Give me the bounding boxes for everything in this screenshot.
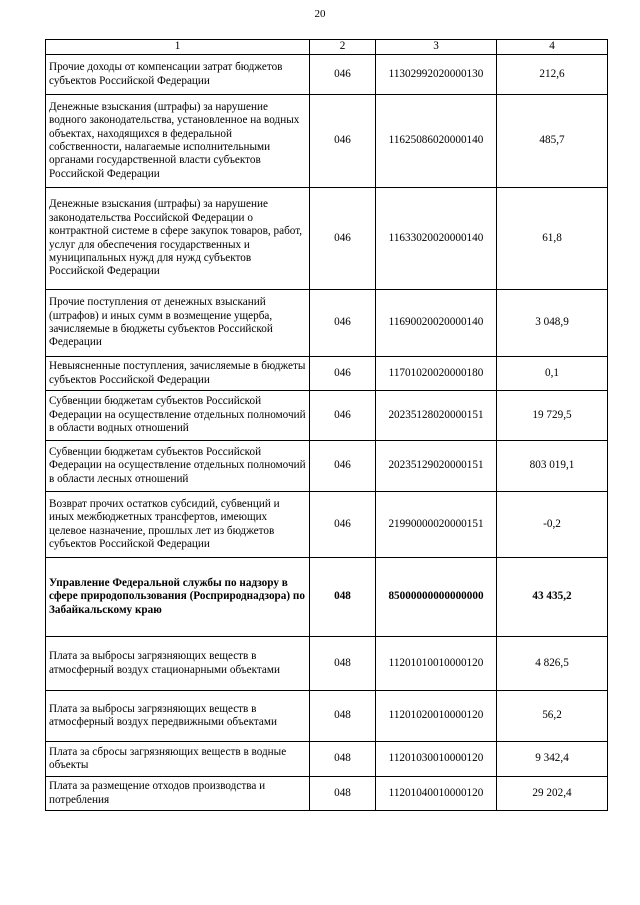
row-amount: 0,1 (497, 357, 608, 391)
row-description: Управление Федеральной службы по надзору в сфере природопользования (Росприроднадзора) по Забайкальскому краю (46, 558, 310, 637)
table-row (46, 777, 608, 811)
table-row (46, 492, 608, 558)
row-amount: 29 202,4 (497, 777, 608, 811)
row-amount: 485,7 (497, 95, 608, 188)
table-row (46, 290, 608, 357)
row-budget-code: 20235129020000151 (376, 441, 497, 492)
row-description: Денежные взыскания (штрафы) за нарушение водного законодательства, установленное на водных объектах, находящихся в федеральной собственности, налагаемые исполнительными органами государственной власти субъектов Российской Федерации (46, 95, 310, 188)
table-row (46, 441, 608, 492)
row-budget-code: 11690020020000140 (376, 290, 497, 357)
row-budget-code: 11701020020000180 (376, 357, 497, 391)
row-description: Субвенции бюджетам субъектов Российской Федерации на осуществление отдельных полномочий в области водных отношений (46, 391, 310, 441)
row-description: Прочие доходы от компенсации затрат бюджетов субъектов Российской Федерации (46, 55, 310, 95)
row-amount: 803 019,1 (497, 441, 608, 492)
row-description: Плата за выбросы загрязняющих веществ в атмосферный воздух стационарными объектами (46, 637, 310, 691)
row-admin-code: 046 (310, 188, 376, 290)
row-admin-code: 048 (310, 558, 376, 637)
row-budget-code: 85000000000000000 (376, 558, 497, 637)
revenue-table (45, 39, 608, 811)
table-header-row (46, 40, 608, 55)
row-admin-code: 048 (310, 742, 376, 777)
row-description: Плата за размещение отходов производства и потребления (46, 777, 310, 811)
row-amount: 9 342,4 (497, 742, 608, 777)
table-row (46, 188, 608, 290)
table-row (46, 55, 608, 95)
table-row (46, 637, 608, 691)
row-amount: 43 435,2 (497, 558, 608, 637)
row-admin-code: 046 (310, 357, 376, 391)
table-row (46, 742, 608, 777)
column-header: 4 (497, 40, 608, 55)
row-amount: 56,2 (497, 691, 608, 742)
row-amount: 212,6 (497, 55, 608, 95)
row-description: Возврат прочих остатков субсидий, субвенций и иных межбюджетных трансфертов, имеющих целевое назначение, прошлых лет из бюджетов субъектов Российской Федерации (46, 492, 310, 558)
row-description: Субвенции бюджетам субъектов Российской Федерации на осуществление отдельных полномочий в области лесных отношений (46, 441, 310, 492)
row-budget-code: 11625086020000140 (376, 95, 497, 188)
row-budget-code: 11201040010000120 (376, 777, 497, 811)
row-description: Денежные взыскания (штрафы) за нарушение законодательства Российской Федерации о контрактной системе в сфере закупок товаров, работ, услуг для обеспечения государственных и муниципальных нужд для нужд субъектов Российской Федерации (46, 188, 310, 290)
row-admin-code: 046 (310, 391, 376, 441)
row-admin-code: 046 (310, 441, 376, 492)
row-description: Прочие поступления от денежных взысканий (штрафов) и иных сумм в возмещение ущерба, зачисляемые в бюджеты субъектов Российской Федерации (46, 290, 310, 357)
row-amount: -0,2 (497, 492, 608, 558)
table-row (46, 558, 608, 637)
row-amount: 3 048,9 (497, 290, 608, 357)
row-budget-code: 11633020020000140 (376, 188, 497, 290)
table-row (46, 357, 608, 391)
row-admin-code: 046 (310, 55, 376, 95)
column-header: 3 (376, 40, 497, 55)
row-description: Плата за сбросы загрязняющих веществ в водные объекты (46, 742, 310, 777)
row-budget-code: 20235128020000151 (376, 391, 497, 441)
row-budget-code: 11302992020000130 (376, 55, 497, 95)
row-budget-code: 21990000020000151 (376, 492, 497, 558)
row-admin-code: 046 (310, 290, 376, 357)
row-description: Невыясненные поступления, зачисляемые в бюджеты субъектов Российской Федерации (46, 357, 310, 391)
row-admin-code: 048 (310, 777, 376, 811)
column-header: 2 (310, 40, 376, 55)
row-admin-code: 046 (310, 95, 376, 188)
row-admin-code: 048 (310, 691, 376, 742)
row-budget-code: 11201010010000120 (376, 637, 497, 691)
table-row (46, 691, 608, 742)
row-amount: 19 729,5 (497, 391, 608, 441)
row-admin-code: 048 (310, 637, 376, 691)
table-row (46, 391, 608, 441)
row-admin-code: 046 (310, 492, 376, 558)
row-budget-code: 11201020010000120 (376, 691, 497, 742)
row-amount: 4 826,5 (497, 637, 608, 691)
table-row (46, 95, 608, 188)
column-header: 1 (46, 40, 310, 55)
row-description: Плата за выбросы загрязняющих веществ в атмосферный воздух передвижными объектами (46, 691, 310, 742)
page-number: 20 (314, 8, 326, 20)
row-amount: 61,8 (497, 188, 608, 290)
row-budget-code: 11201030010000120 (376, 742, 497, 777)
